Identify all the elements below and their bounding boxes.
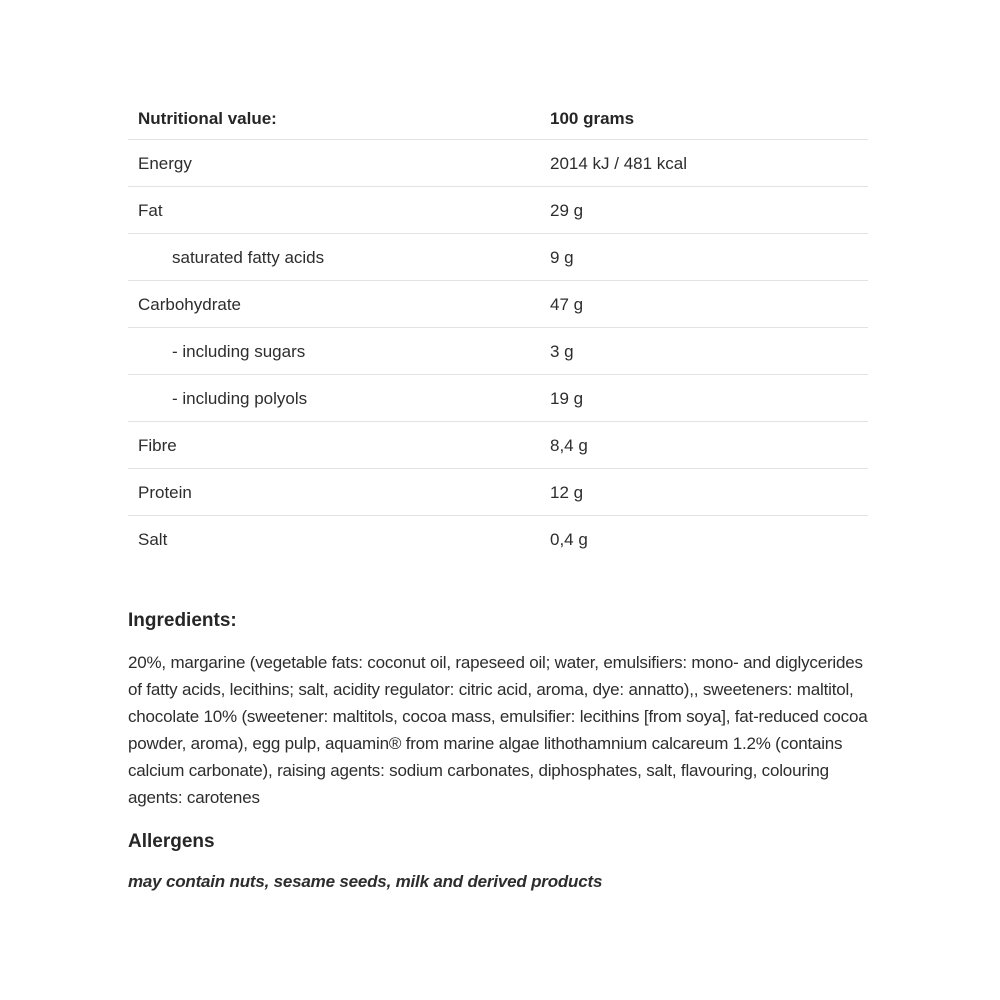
nutrition-row-label: Fibre — [128, 422, 550, 469]
nutrition-row-value: 47 g — [550, 281, 868, 328]
nutrition-row-value: 9 g — [550, 234, 868, 281]
table-row — [128, 234, 868, 281]
table-row — [128, 422, 868, 469]
nutrition-row-label: - including sugars — [128, 328, 550, 375]
nutrition-row-label: Energy — [128, 140, 550, 187]
nutrition-row-value: 29 g — [550, 187, 868, 234]
ingredients-heading: Ingredients: — [128, 610, 237, 631]
allergens-heading: Allergens — [128, 831, 215, 852]
nutrition-table-body — [128, 140, 868, 563]
allergens-text: may contain nuts, sesame seeds, milk and derived products — [128, 872, 603, 891]
ingredients-text: 20%, margarine (vegetable fats: coconut oil, rapeseed oil; water, emulsifiers: mono- and diglycerides of fatty acids, lecithins; salt, acidity regulator: citric acid, aroma, dye: annatto),, sweeteners: maltitol, chocolate 10% (sweetener: maltitols, cocoa mass, emulsifier: lecithins [from soya], fat-reduced cocoa powder, aroma), egg pulp, aquamin® from marine algae lithothamnium calcareum 1.2% (contains calcium carbonate), raising agents: sodium carbonates, diphosphates, salt, flavouring, colouring agents: carotenes — [128, 653, 868, 807]
table-row — [128, 187, 868, 234]
table-row — [128, 281, 868, 328]
table-row — [128, 328, 868, 375]
nutrition-info-section — [128, 100, 868, 892]
table-row — [128, 516, 868, 563]
nutrition-table-header-row — [128, 100, 868, 140]
nutrition-row-value: 2014 kJ / 481 kcal — [550, 140, 868, 187]
nutrition-row-value: 8,4 g — [550, 422, 868, 469]
nutrition-row-label: Protein — [128, 469, 550, 516]
nutrition-row-value: 0,4 g — [550, 530, 588, 549]
nutrition-row-label: Salt — [138, 530, 168, 549]
table-row — [128, 469, 868, 516]
nutrition-row-label: Fat — [128, 187, 550, 234]
table-row — [128, 375, 868, 422]
table-row — [128, 140, 868, 187]
nutrition-row-label: Carbohydrate — [128, 281, 550, 328]
nutrition-row-label: saturated fatty acids — [128, 234, 550, 281]
nutrition-row-label: - including polyols — [128, 375, 550, 422]
nutrition-header-label: Nutritional value: — [128, 100, 550, 140]
nutrition-row-value: 19 g — [550, 375, 868, 422]
nutrition-table — [128, 100, 868, 562]
nutrition-header-amount: 100 grams — [550, 100, 868, 140]
nutrition-row-value: 12 g — [550, 469, 868, 516]
nutrition-row-value: 3 g — [550, 328, 868, 375]
